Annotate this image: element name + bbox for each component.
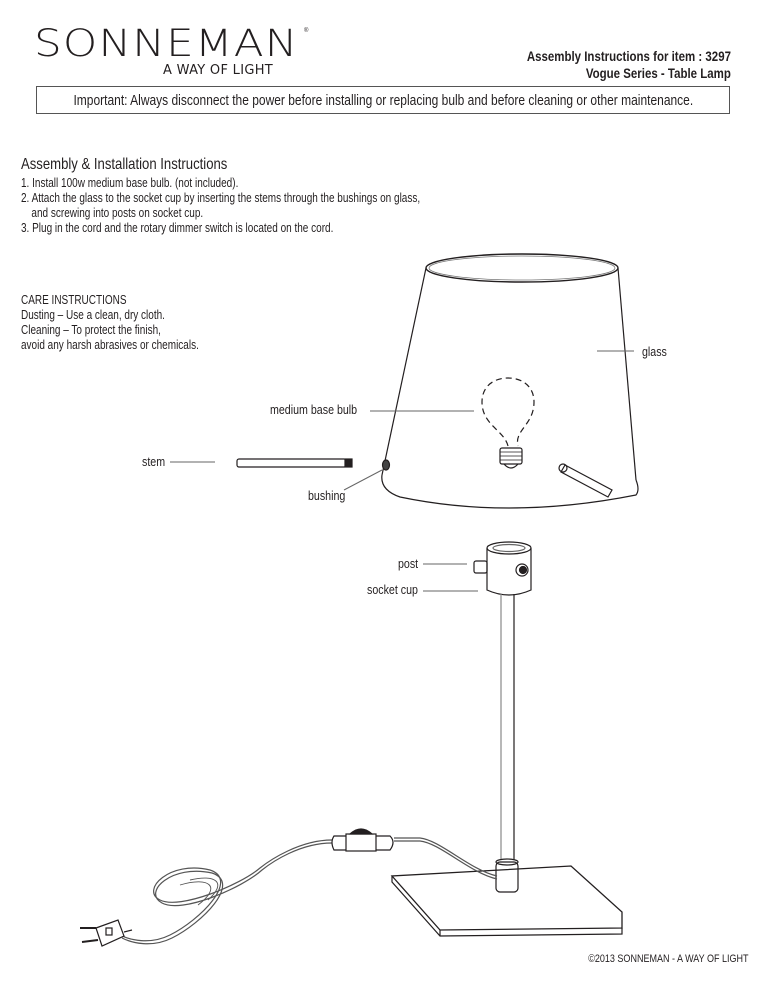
label-stem: stem <box>142 454 166 469</box>
dimmer-switch[interactable] <box>332 829 393 851</box>
lamp-base <box>392 859 622 936</box>
stem-rod <box>237 459 352 467</box>
copyright-footer: ©2013 SONNEMAN - A WAY OF LIGHT <box>588 953 749 965</box>
lamp-pole <box>501 594 514 860</box>
label-socket-cup: socket cup <box>367 582 418 597</box>
care-line-dusting: Dusting – Use a clean, dry cloth. <box>21 308 165 322</box>
assembly-title: Assembly & Installation Instructions <box>21 156 228 173</box>
power-cord <box>120 838 497 944</box>
label-medium-base-bulb: medium base bulb <box>270 402 358 417</box>
step-2: 2. Attach the glass to the socket cup by inserting the stems through the bushings on glass, <box>21 191 421 205</box>
step-2-continued: and screwing into posts on socket cup. <box>31 206 204 220</box>
care-line-cleaning: Cleaning – To protect the finish, <box>21 323 161 337</box>
label-glass: glass <box>642 344 667 359</box>
label-bushing: bushing <box>308 488 346 503</box>
care-line-abrasives: avoid any harsh abrasives or chemicals. <box>21 338 199 352</box>
step-1: 1. Install 100w medium base bulb. (not included). <box>21 176 239 190</box>
brand-tagline: A WAY OF LIGHT <box>163 63 274 78</box>
light-bulb-icon <box>482 378 534 468</box>
bushing <box>383 460 390 470</box>
document-subtitle: Vogue Series - Table Lamp <box>585 65 731 81</box>
label-post: post <box>398 556 419 571</box>
brand-logo: SONNEMAN <box>34 22 299 65</box>
care-title: CARE INSTRUCTIONS <box>21 293 127 307</box>
registered-mark: ® <box>304 28 309 34</box>
warning-text: Important: Always disconnect the power before installing or replacing bulb and before cleaning or other maintenance. <box>73 91 693 109</box>
document-title: Assembly Instructions for item : 3297 <box>526 48 731 64</box>
power-plug[interactable] <box>80 920 132 946</box>
inner-stem-rod <box>559 464 612 497</box>
leader-lines <box>170 351 634 591</box>
lamp-shade-glass <box>382 254 638 508</box>
socket-cup <box>474 542 531 595</box>
step-3: 3. Plug in the cord and the rotary dimmer switch is located on the cord. <box>21 221 334 235</box>
